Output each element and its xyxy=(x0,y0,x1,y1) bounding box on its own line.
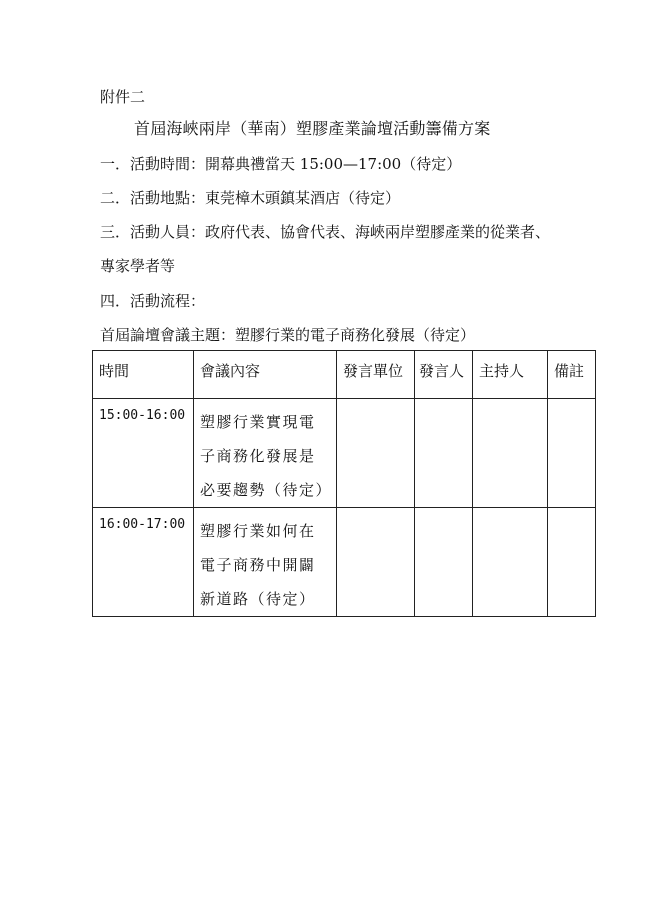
forum-theme: 首屆論壇會議主題：塑膠行業的電子商務化發展（待定） xyxy=(100,326,476,344)
row-speaker xyxy=(415,508,473,617)
section-activity-venue: 二．活動地點：東莞樟木頭鎮某酒店（待定） xyxy=(100,189,401,207)
row-content xyxy=(194,399,337,508)
section-activity-time: 一．活動時間：開幕典禮當天 15:00—17:00（待定） xyxy=(100,155,462,173)
row-speaker-unit xyxy=(337,399,415,508)
content-line: 塑膠行業如何在 xyxy=(200,522,316,540)
row-speaker-unit xyxy=(337,508,415,617)
header-remarks: 備註 xyxy=(548,351,596,399)
header-speaker-unit: 發言單位 xyxy=(337,351,415,399)
document-title: 首屆海峽兩岸（華南）塑膠產業論壇活動籌備方案 xyxy=(134,119,491,138)
content-line: 塑膠行業實現電 xyxy=(200,413,316,431)
header-host: 主持人 xyxy=(473,351,548,399)
table-row xyxy=(93,508,596,617)
row-content xyxy=(194,508,337,617)
table-header-row xyxy=(93,351,596,399)
row-host xyxy=(473,508,548,617)
row-remarks xyxy=(548,399,596,508)
content-line: 必要趨勢（待定） xyxy=(200,481,333,499)
content-line: 子商務化發展是 xyxy=(200,447,316,465)
section-activity-schedule: 四．活動流程： xyxy=(100,292,206,310)
content-line: 新道路（待定） xyxy=(200,590,316,608)
content-line: 電子商務中開闢 xyxy=(200,556,316,574)
row-speaker xyxy=(415,399,473,508)
schedule-table xyxy=(92,350,596,617)
row-time: 16:00-17:00 xyxy=(93,508,194,617)
header-time: 時間 xyxy=(93,351,194,399)
header-content: 會議內容 xyxy=(194,351,337,399)
section-activity-participants: 三．活動人員：政府代表、協會代表、海峽兩岸塑膠產業的從業者、 xyxy=(100,223,551,241)
row-time: 15:00-16:00 xyxy=(93,399,194,508)
header-speaker: 發言人 xyxy=(415,351,473,399)
row-host xyxy=(473,399,548,508)
row-remarks xyxy=(548,508,596,617)
table-row xyxy=(93,399,596,508)
attachment-label: 附件二 xyxy=(100,88,146,106)
section-activity-participants-cont: 專家學者等 xyxy=(100,257,176,275)
